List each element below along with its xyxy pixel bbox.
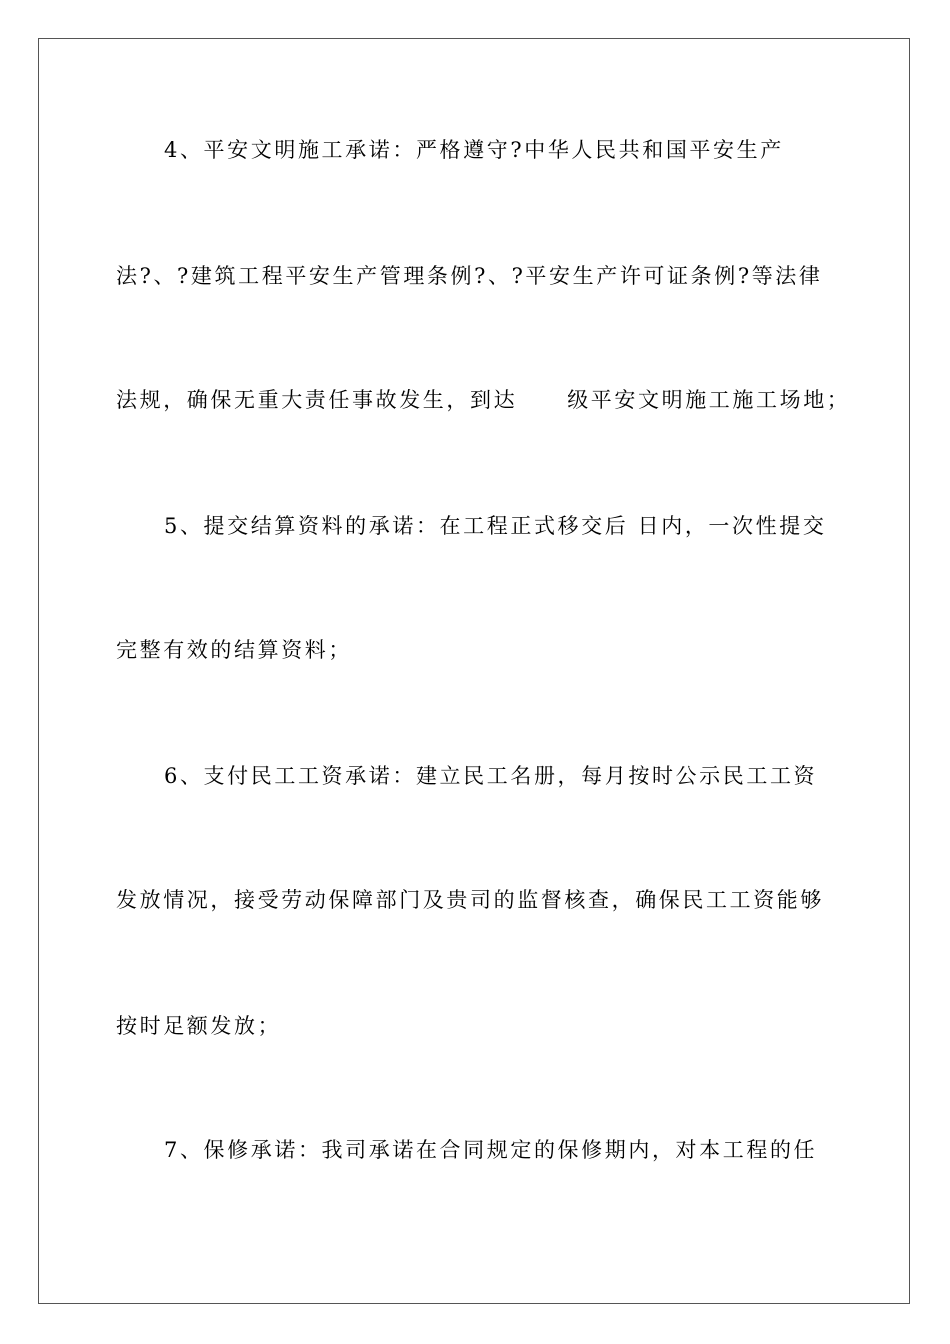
paragraph-5-line-2: 完整有效的结算资料； [116, 638, 352, 662]
page-border [38, 38, 910, 1304]
paragraph-4-line-3 [116, 386, 850, 414]
paragraph-6-line-3: 按时足额发放； [116, 1014, 282, 1038]
paragraph-7-line-1: 7、保修承诺：我司承诺在合同规定的保修期内，对本工程的任 [164, 1138, 818, 1162]
paragraph-5-line-1: 5、提交结算资料的承诺：在工程正式移交后 日内，一次性提交 [164, 514, 827, 538]
paragraph-6-line-2: 发放情况，接受劳动保障部门及贵司的监督核查，确保民工工资能够 [116, 888, 824, 912]
paragraph-6-line-1: 6、支付民工工资承诺：建立民工名册，每月按时公示民工工资 [164, 764, 818, 788]
paragraph-4-line-3-start: 法规，确保无重大责任事故发生，到达 [116, 388, 518, 412]
paragraph-4-line-2: 法?、?建筑工程平安生产管理条例?、?平安生产许可证条例?等法律 [116, 264, 823, 288]
paragraph-4-line-1: 4、平安文明施工承诺：严格遵守?中华人民共和国平安生产 [164, 138, 784, 162]
paragraph-4-line-3-end: 级平安文明施工施工场地； [567, 388, 851, 412]
